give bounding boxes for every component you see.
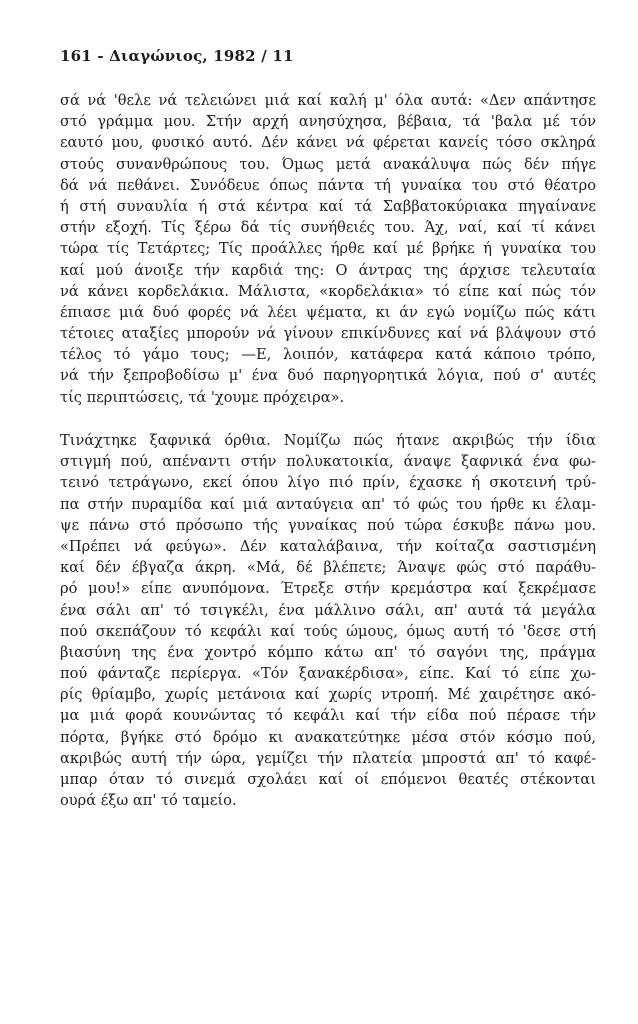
text-line: τώρα τίς Τετάρτες; Τίς προάλλες ήρθε καί μέ βρήκε ή γυναίκα του bbox=[60, 240, 596, 258]
text-line: πα στήν πυραμίδα καί μιά ανταύγεια απ' τό φώς του ήρθε κι έλαμ- bbox=[60, 495, 596, 513]
text-line: ακριβώς αυτή τήν ώρα, γεμίζει τήν πλατεία μπροστά απ' τό καφέ- bbox=[60, 749, 596, 767]
text-line: δά νά πεθάνει. Συνόδευε όπως πάντα τή γυναίκα του στό θέατρο bbox=[60, 176, 596, 194]
text-line: στούς συνανθρώπους του. Όμως μετά ανακάλυψα πώς δέν πήγε bbox=[60, 155, 596, 173]
text-line: εαυτό μου, φυσικό αυτό. Δέν κάνει νά φέρεται κανείς τόσο σκληρά bbox=[60, 134, 596, 152]
text-line: τέτοιες αταξίες μπορούν νά γίνουν επικίνδυνες καί νά βλάψουν στό bbox=[60, 325, 596, 343]
text-line: νά κάνει κορδελάκια. Μάλιστα, «κορδελάκια» τό είπε καί πώς τόν bbox=[60, 282, 596, 300]
text-line: πού σκεπάζουν τό κεφάλι καί τούς ώμους, όμως αυτή τό 'δεσε στή bbox=[60, 622, 596, 640]
text-line: ρό μου!» είπε ανυπόμονα. Έτρεξε στήν κρεμάστρα καί ξεκρέμασε bbox=[60, 580, 596, 598]
text-line: καί δέν έβγαζα άκρη. «Μά, δέ βλέπετε; Άναψε φώς στό παράθυ- bbox=[60, 559, 596, 577]
text-line: ένα σάλι απ' τό τσιγκέλι, ένα μάλλινο σάλι, απ' αυτά τά μεγάλα bbox=[60, 601, 596, 619]
text-line: τεινό τετράγωνο, εκεί όπου λίγο πιό πρίν, έχασκε ή σκοτεινή τρύ- bbox=[60, 474, 596, 492]
paragraph-1 bbox=[60, 90, 596, 408]
text-line: μα μιά φορά κουνώντας τό κεφάλι καί τήν είδα πού πέρασε τήν bbox=[60, 707, 596, 725]
text-line: τέλος τό γάμο τους; —Ε, λοιπόν, κατάφερα κατά κάποιο τρόπο, bbox=[60, 346, 596, 364]
text-line: στήν εξοχή. Τίς ξέρω δά τίς συνήθειές του. Άχ, ναί, καί τί κάνει bbox=[60, 219, 596, 237]
text-line: έπιασε μιά δυό φορές νά λέει ψέματα, κι άν εγώ νομίζω πώς κάτι bbox=[60, 303, 596, 321]
text-line: πόρτα, βγήκε στό δρόμο κι ανακατεύτηκε μέσα στόν κόσμο πού, bbox=[60, 728, 596, 746]
text-line: πού φάνταζε περίεργα. «Τόν ξανακέρδισα», είπε. Καί τό είπε χω- bbox=[60, 665, 596, 683]
paragraph-2 bbox=[60, 430, 596, 811]
text-line: ρίς θρίαμβο, χωρίς μετάνοια καί χωρίς ντροπή. Μέ χαιρέτησε ακό- bbox=[60, 686, 596, 704]
text-line: βιασύνη της ένα χοντρό κόμπο κάτω απ' τό σαγόνι της, πράγμα bbox=[60, 643, 596, 661]
text-line: ψε πάνω στό πρόσωπο τής γυναίκας πού τώρα έσκυβε πάνω μου. bbox=[60, 516, 596, 534]
text-line: ή στή συναυλία ή στά κέντρα καί τά Σαββατοκύριακα πηγαίνανε bbox=[60, 197, 596, 215]
page-header: 161 - Διαγώνιος, 1982 / 11 bbox=[60, 47, 294, 65]
text-line: «Πρέπει νά φεύγω». Δέν καταλάβαινα, τήν κοίταζα σαστισμένη bbox=[60, 537, 596, 555]
text-line: στό γράμμα μου. Στήν αρχή ανησύχησα, βέβαια, τά 'βαλα μέ τόν bbox=[60, 113, 596, 131]
text-line: καί μού άνοιξε τήν καρδιά της: Ο άντρας της άρχισε τελευταία bbox=[60, 261, 596, 279]
text-line: τίς περιπτώσεις, τά 'χουμε πρόχειρα». bbox=[60, 388, 345, 406]
text-line: μπαρ όταν τό σινεμά σχολάει καί οί επόμενοι θεατές στέκονται bbox=[60, 771, 596, 788]
text-line: νά τήν ξεπροβοδίσω μ' ένα δυό παρηγορητικά λόγια, πού σ' αυτές bbox=[60, 367, 596, 385]
text-line: στιγμή πού, απέναντι στήν πολυκατοικία, άναψε ξαφνικά ένα φω- bbox=[60, 453, 596, 471]
text-line: Τινάχτηκε ξαφνικά όρθια. Νομίζω πώς ήτανε ακριβώς τήν ίδια bbox=[60, 432, 596, 449]
text-line: σά νά 'θελε νά τελειώνει μιά καί καλή μ' όλα αυτά: «Δεν απάντησε bbox=[60, 92, 596, 109]
text-line: ουρά έξω απ' τό ταμείο. bbox=[60, 792, 237, 810]
